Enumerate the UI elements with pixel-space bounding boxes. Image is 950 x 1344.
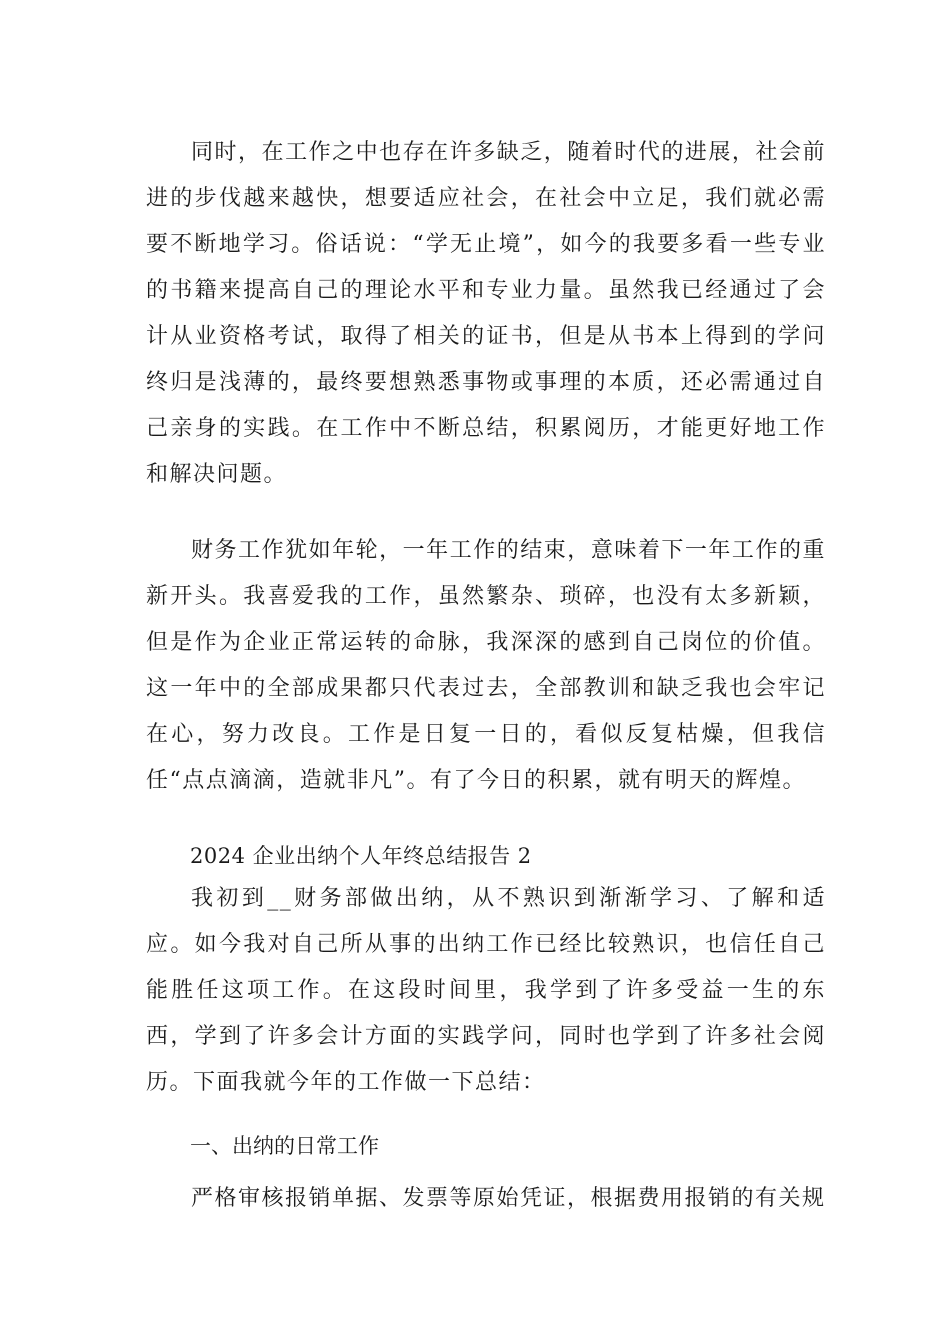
section-title: 2024 企业出纳个人年终总结报告 2 xyxy=(190,844,532,868)
paragraph-annual-reflection: 财务工作犹如年轮，一年工作的结束，意味着下一年工作的重新开头。我喜爱我的工作，虽然繁杂、琐碎，也没有太多新颖，但是作为企业正常运转的命脉，我深深的感到自己岗位的价值。这一年中的全部成果都只代表过去，全部教训和缺乏我也会牢记在心，努力改良。工作是日复一日的，看似反复枯燥，但我信任“点点滴滴，造就非凡”。有了今日的积累，就有明天的辉煌。 xyxy=(146,538,826,793)
subsection-title: 一、出纳的日常工作 xyxy=(190,1134,379,1158)
paragraph-continuous-learning: 同时，在工作之中也存在许多缺乏，随着时代的进展，社会前进的步伐越来越快，想要适应社会，在社会中立足，我们就必需要不断地学习。俗话说：“学无止境”，如今的我要多看一些专业的书籍来提高自己的理论水平和专业力量。虽然我已经通过了会计从业资格考试，取得了相关的证书，但是从书本上得到的学问终归是浅薄的，最终要想熟悉事物或事理的本质，还必需通过自己亲身的实践。在工作中不断总结，积累阅历，才能更好地工作和解决问题。 xyxy=(146,140,826,487)
paragraph-introduction: 我初到__财务部做出纳，从不熟识到渐渐学习、了解和适应。如今我对自己所从事的出纳工作已经比较熟识，也信任自己能胜任这项工作。在这段时间里，我学到了许多受益一生的东西，学到了许多会计方面的实践学问，同时也学到了许多社会阅历。下面我就今年的工作做一下总结： xyxy=(146,886,826,1095)
paragraph-daily-work: 严格审核报销单据、发票等原始凭证，根据费用报销的有关规 xyxy=(191,1186,826,1211)
